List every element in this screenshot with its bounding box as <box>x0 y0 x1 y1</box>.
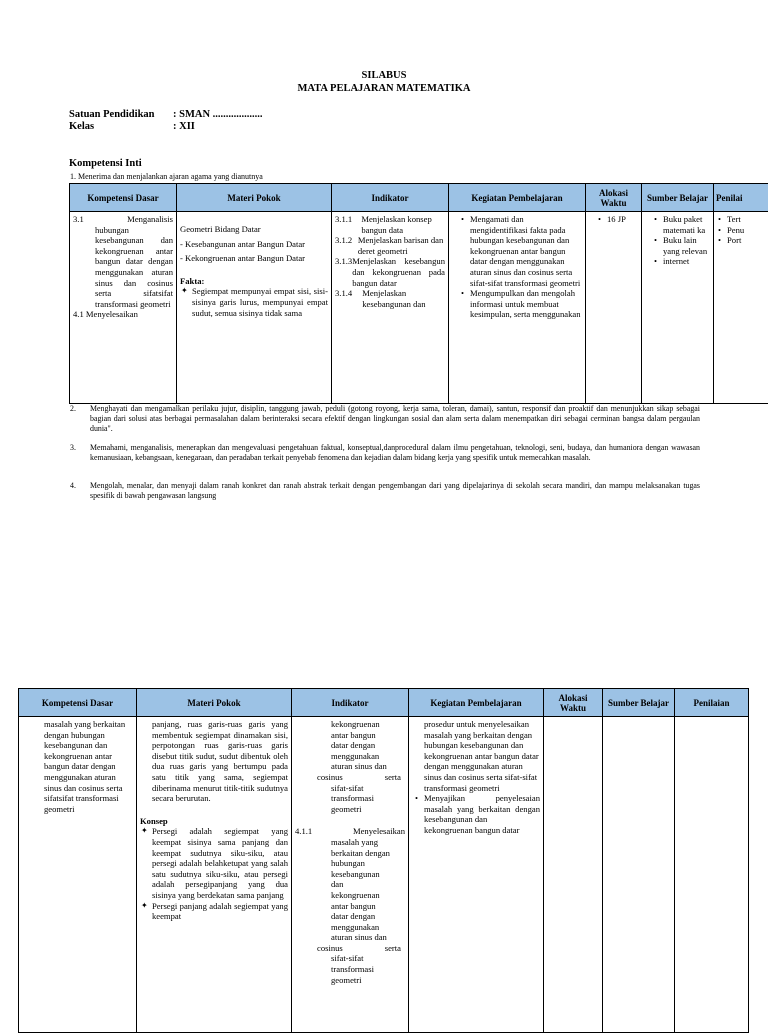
kelas-value: : XII <box>173 121 195 132</box>
ind-a-block <box>295 719 405 772</box>
alokasi-cell-2 <box>544 717 603 1033</box>
kd-cell <box>70 212 177 404</box>
kd-cell-2 <box>19 717 137 1033</box>
ind-b-line-14: transformasi <box>331 964 405 975</box>
ind-a-line-6b: serta <box>385 772 401 783</box>
header-alokasi: Alokasi Waktu <box>586 184 642 212</box>
ind-b-line-10: menggunakan <box>331 922 405 933</box>
header-kompetensi-dasar: Kompetensi Dasar <box>70 184 177 212</box>
fakta-item: ✦ Segiempat mempunyai empat sisi, sisi-sisinya garis lurus, mempunyai empat sudut, semua sisinya tidak sama <box>192 286 328 318</box>
ind-2-num: 3.1.2 <box>335 235 358 256</box>
ki-point-4-text: Mengolah, menalar, dan menyaji dalam ranah konkret dan ranah abstrak terkait dengan pengembangan dari yang dipelajarinya di sekolah secara mandiri, dan mampu melaksanakan tugas spesifik di bawah pengawasan langsung <box>70 481 700 501</box>
header-alokasi-2: Alokasi Waktu <box>544 689 603 717</box>
sumber-item-1: • Buku paket matemati ka <box>663 214 710 235</box>
kegiatan-item-menyajikan: • Menyajikan penyelesaian masalah yang berkaitan dengan kesebangunan dan <box>424 793 540 825</box>
penilaian-cell-2 <box>675 717 749 1033</box>
kompetensi-inti-heading: Kompetensi Inti <box>69 158 142 169</box>
ki-point-3-text: Memahami, menganalisis, menerapkan dan mengevaluasi pengetahuan faktual, konseptual,danprocedural dalam ilmu pengetahuan, teknologi, seni, budaya, dan humaniora dengan wawasan kemanusiaan, kebangsaan, kenegaraan, dan peradaban terkait penyebab fenomena dan kejadian dalam bidang kerja yang spesifik untuk memecahkan masalah. <box>70 443 700 463</box>
kd-31-num: 3.1 <box>73 214 84 225</box>
syllabus-table-1 <box>69 183 768 404</box>
penilaian-cell <box>714 212 768 404</box>
kd-continued-text: masalah yang berkaitan dengan hubungan kesebangunan dan kekongruenan antar bangun datar dengan menggunakan aturan sinus dan cosinus serta sifatsifat transformasi geometri <box>22 719 133 814</box>
kd-31-first: Menganalisis <box>127 214 173 225</box>
ki-point-4 <box>70 481 700 501</box>
kegiatan-item-menyajikan-l2: kekongruenan bangun datar <box>412 825 540 836</box>
satuan-value: : SMAN ................... <box>173 109 263 120</box>
ind-b-line-2: masalah yang <box>331 837 405 848</box>
ind-b-line-11: aturan sinus dan <box>331 932 405 943</box>
ind-b-line-6: dan <box>331 879 405 890</box>
ind-b-line-12a: cosinus <box>317 943 343 954</box>
kd-41-text: 4.1 Menyelesaikan <box>73 309 173 320</box>
syllabus-table-2 <box>18 688 749 1033</box>
ki-point-4-num: 4. <box>70 481 76 491</box>
indikator-cell-2 <box>292 717 409 1033</box>
ind-b-line-12b: serta <box>385 943 401 954</box>
ind-b-line-3: berkaitan dengan <box>331 848 405 859</box>
ki-point-2-text: Menghayati dan mengamalkan perilaku jujur, disiplin, tanggung jawab, peduli (gotong royong, kerja sama, toleran, damai), santun, responsif dan proaktif dan menunjukkan sikap sebagai bagian dari solusi atas berbagai permasalahan dalam berinteraksi secara efektif dengan lingkungan sosial dan alam serta dalam menempatkan diri sebagai cerminan bangsa dalam pergaulan dunia". <box>70 404 700 435</box>
header-kegiatan-2: Kegiatan Pembelajaran <box>409 689 544 717</box>
title-mata-pelajaran: MATA PELAJARAN MATEMATIKA <box>0 83 768 94</box>
header-kegiatan: Kegiatan Pembelajaran <box>449 184 586 212</box>
ind-a-line-4: menggunakan <box>331 751 405 762</box>
kegiatan-continued: prosedur untuk menyelesaikan masalah yang berkaitan dengan hubungan kesebangunan dan kekongruenan antar bangun datar dengan menggunakan aturan sinus dan cosinus serta sifat-sifat transformasi geometri <box>412 719 540 793</box>
ki-point-3-num: 3. <box>70 443 76 453</box>
ind-b-line-5: kesebangunan <box>331 869 405 880</box>
ki-point-1: 1. Menerima dan menjalankan ajaran agama yang dianutnya <box>70 172 263 182</box>
penilaian-item-3: • Port <box>727 235 768 246</box>
ind-2-text: Menjelaskan barisan dan deret geometri <box>358 235 445 256</box>
ind-b-line-13: sifat-sifat <box>331 953 405 964</box>
ind-b-line-9: datar dengan <box>331 911 405 922</box>
penilaian-item-1: • Tert <box>727 214 768 225</box>
materi-cell-2 <box>137 717 292 1033</box>
ind-b-line-8: antar bangun <box>331 901 405 912</box>
ind-b-line-15: geometri <box>331 975 405 986</box>
alokasi-value: • 16 JP <box>607 214 638 225</box>
ki-point-2-num: 2. <box>70 404 76 414</box>
kd-31-text: hubungan kesebangunan dan kekongruenan antar bangun datar dengan menggunakan aturan sinus dan cosinus serta sifatsifat transformasi geometri <box>73 225 173 310</box>
ind-b-line-7: kekongruenan <box>331 890 405 901</box>
header-kompetensi-dasar-2: Kompetensi Dasar <box>19 689 137 717</box>
header-sumber: Sumber Belajar <box>642 184 714 212</box>
fakta-label: Fakta: <box>180 276 328 287</box>
satuan-label: Satuan Pendidikan <box>69 109 155 120</box>
ind-a-line-9: geometri <box>331 804 405 815</box>
konsep-label: Konsep <box>140 816 288 827</box>
title-silabus: SILABUS <box>0 70 768 81</box>
header-indikator-2: Indikator <box>292 689 409 717</box>
ind-b-first: Menyelesaikan <box>353 826 405 837</box>
ind-a-line-2: antar bangun <box>331 730 405 741</box>
penilaian-item-2: • Penu <box>727 225 768 236</box>
ki-point-2 <box>70 404 700 435</box>
materi-intro: panjang, ruas garis-ruas garis yang membentuk segiempat dinamakan sisi, perpotongan ruas garis-ruas garis disebut titik sudut, sudut dibentuk oleh dua ruas garis yang bertumpu pada satu titik yang sama, segiempat diberinama menurut titik-titik sudutnya secara berurutan. <box>140 719 288 804</box>
ind-a-line-8: transformasi <box>331 793 405 804</box>
header-materi-pokok-2: Materi Pokok <box>137 689 292 717</box>
ind-a-line-5: aturan sinus dan <box>331 761 405 772</box>
ind-a-line-1: kekongruenan <box>331 719 405 730</box>
sumber-cell <box>642 212 714 404</box>
materi-cell <box>177 212 332 404</box>
header-penilaian: Penilai <box>714 184 768 212</box>
konsep-item-1: ✦ Persegi adalah segiempat yang keempat sisinya sama panjang dan keempat sudutnya siku-siku, atau persegi adalah belahketupat yang salah satu sudutnya siku-siku, atau persegi adalah persegipanjang yang dua sisinya yang berdekatan sama panjang <box>152 826 288 900</box>
ind-1-text: Menjelaskan konsep bangun data <box>361 214 445 235</box>
ind-b-num: 4.1.1 <box>295 826 312 837</box>
header-penilaian-2: Penilaian <box>675 689 749 717</box>
header-sumber-2: Sumber Belajar <box>603 689 675 717</box>
alokasi-cell <box>586 212 642 404</box>
sumber-item-2: • Buku lain yang relevan <box>663 235 710 256</box>
header-materi-pokok: Materi Pokok <box>177 184 332 212</box>
kelas-label: Kelas <box>69 121 94 132</box>
materi-item-2: - Kekongruenan antar Bangun Datar <box>180 253 328 264</box>
ind-a-line-3: datar dengan <box>331 740 405 751</box>
ind-4-text: Menjelaskan kesebangunan dan <box>362 288 445 309</box>
ind-3-text: Menjelaskan kesebangun dan kekongruenan pada bangun datar <box>352 256 445 288</box>
materi-title: Geometri Bidang Datar <box>180 224 328 235</box>
ki-point-3 <box>70 443 700 463</box>
konsep-item-2: ✦ Persegi panjang adalah segiempat yang keempat <box>152 901 288 922</box>
ind-1-num: 3.1.1 <box>335 214 361 235</box>
kegiatan-cell-2 <box>409 717 544 1033</box>
ind-3-num: 3.1.3 <box>335 256 352 288</box>
ind-a-line-6a: cosinus <box>317 772 343 783</box>
ind-4-num: 3.1.4 <box>335 288 362 309</box>
ind-a-line-7: sifat-sifat <box>331 783 405 794</box>
sumber-cell-2 <box>603 717 675 1033</box>
indikator-cell <box>332 212 449 404</box>
header-indikator: Indikator <box>332 184 449 212</box>
kegiatan-cell <box>449 212 586 404</box>
materi-item-1: - Kesebangunan antar Bangun Datar <box>180 239 328 250</box>
ind-b-line-4: hubungan <box>331 858 405 869</box>
kegiatan-item-1: • Mengamati dan mengidentifikasi fakta pada hubungan kesebangunan dan kekongruenan antar bangun datar dengan menggunakan aturan sinus dan cosinus serta sifat-sifat transformasi geometri <box>470 214 582 288</box>
sumber-item-3: • internet <box>663 256 710 267</box>
kegiatan-item-2: • Mengumpulkan dan mengolah informasi untuk membuat kesimpulan, serta menggunakan <box>470 288 582 320</box>
